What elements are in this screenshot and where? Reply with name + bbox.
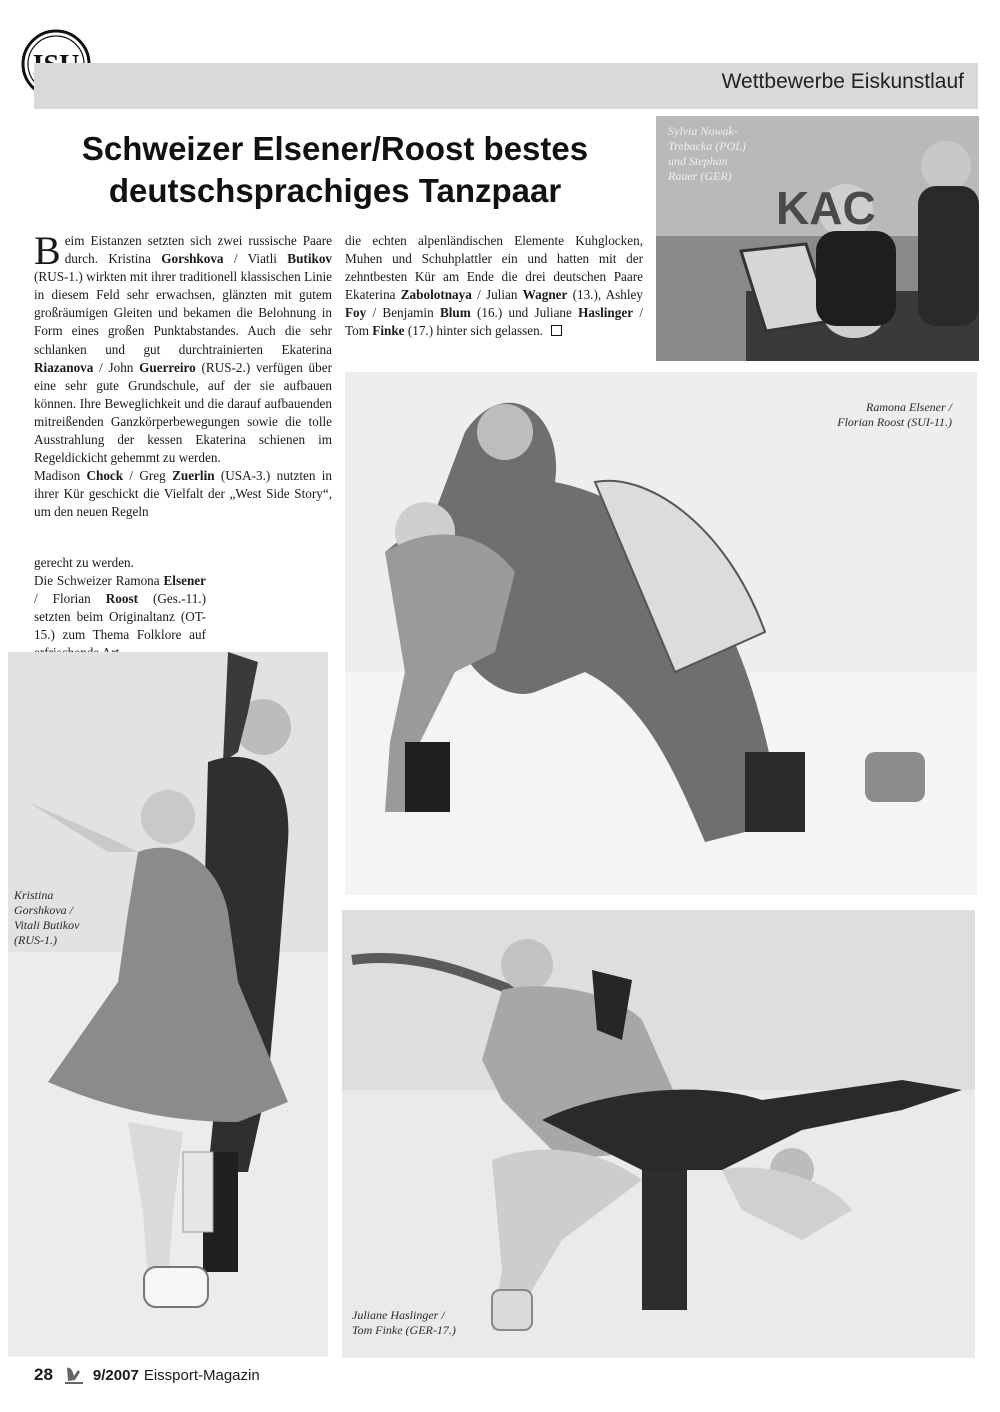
paragraph-3: Die Schweizer Ramona Elsener / Florian Roost (Ges.-11.) setzten beim Originaltanz (OT-15.) zum Thema Folklore auf xyxy=(34,573,206,643)
caption-line: Tom Finke (GER-17.) xyxy=(352,1323,456,1337)
paragraph-4-text: die echten alpenländischen Elemente Kuhglocken, Muhen und Schuhplattler ein und hatten mit der zehntbesten Kür am Ende die drei deutschen Paare Ekaterina Zabolotnaya / Julian Wagner (13.), Ashley Foy / Benjamin Blum (16.) und Juliane Haslinger / Tom Finke (17.) hinter sich gelassen. xyxy=(345,233,643,339)
headline-line-1: Schweizer Elsener/Roost bestes xyxy=(81,130,589,167)
name-highlight: Chock xyxy=(86,468,124,484)
name-highlight: Elsener xyxy=(163,573,206,589)
caption-line: Sylvia Nowak- xyxy=(668,124,738,138)
name-highlight: Guerreiro xyxy=(139,359,196,375)
end-mark xyxy=(551,325,562,336)
footer xyxy=(34,1364,260,1386)
caption-line: Vitali Butikov xyxy=(14,918,80,932)
name-highlight: Blum xyxy=(439,305,471,321)
dropcap: B xyxy=(34,228,61,273)
paragraph-1-text: eim Eistanzen setzten sich zwei russische Paare durch. Kristina Gorshkova / Viatli Butikov (RUS-1.) wirkten mit ihrer traditionell klassischen Linie in diesem Feld sehr erwachsen, glänzten mit gutem großräumigen Gleiten und bekamen die Belohnung in Form eines großen Punktabstandes. Auch die sehr schlanken und gut durchtrainierten Ekaterina Riazanova / John Guerreiro (RUS-2.) verfügen über eine sehr gute Grundschule, auf der sie aufbauen können. Ihre Beweglichkeit und die darauf aufbauenden mitreißenden Ganzkörperbewegungen sowie die tolle Ausstrahlung der kessen Ekaterina schienen im Regeldickicht gehemmt zu werden. xyxy=(34,233,333,466)
name-highlight: Foy xyxy=(345,305,367,321)
headline-line-2: deutschsprachiges Tanzpaar xyxy=(108,172,562,209)
article-column-2 xyxy=(345,232,643,341)
caption-gorshkova-butikov xyxy=(14,888,109,948)
caption-line: Trebacka (POL) xyxy=(668,139,746,153)
photo-gorshkova-butikov xyxy=(8,652,328,1357)
name-highlight: Finke xyxy=(372,323,405,339)
paragraph-2: Madison Chock / Greg Zuerlin (USA-3.) nutzten in ihrer Kür geschickt die Vielfalt der „West Side Story“, um den neuen Regeln xyxy=(34,468,332,520)
name-highlight: Haslinger xyxy=(578,305,634,321)
caption-line: Ramona Elsener / xyxy=(866,400,952,414)
name-highlight: Roost xyxy=(105,591,139,607)
paragraph-4 xyxy=(345,232,643,341)
article-column-1 xyxy=(34,228,333,522)
photo-elsener-roost xyxy=(345,372,977,895)
caption-line: Rauer (GER) xyxy=(668,169,732,183)
caption-haslinger-finke xyxy=(352,1308,522,1338)
name-highlight: Zabolotnaya xyxy=(400,287,472,303)
name-highlight: Wagner xyxy=(522,287,568,303)
paragraph-2-end: gerecht zu werden. xyxy=(34,555,134,570)
issue-number: 9/2007 xyxy=(92,1366,139,1384)
skater-logo-icon xyxy=(63,1364,85,1386)
article-column-1-narrow xyxy=(34,554,206,663)
photo-haslinger-finke xyxy=(342,910,975,1358)
caption-line: Kristina xyxy=(14,888,54,902)
paragraph-1 xyxy=(34,228,333,467)
caption-line: Florian Roost (SUI-11.) xyxy=(837,415,952,429)
name-highlight: Gorshkova xyxy=(161,251,224,267)
caption-line: und Stephan xyxy=(668,154,728,168)
caption-elsener-roost xyxy=(752,400,952,430)
board-text: KAC xyxy=(776,182,876,234)
name-highlight: Riazanova xyxy=(34,359,94,375)
page-number: 28 xyxy=(34,1365,53,1384)
caption-line: (RUS-1.) xyxy=(14,933,57,947)
magazine-name: Eissport-Magazin xyxy=(143,1366,260,1384)
section-title: Wettbewerbe Eiskunstlauf xyxy=(721,70,964,93)
caption-judges xyxy=(668,124,788,184)
name-highlight: Butikov xyxy=(287,251,333,267)
headline xyxy=(40,128,630,212)
caption-line: Gorshkova / xyxy=(14,903,73,917)
caption-line: Juliane Haslinger / xyxy=(352,1308,445,1322)
name-highlight: Zuerlin xyxy=(172,468,215,484)
